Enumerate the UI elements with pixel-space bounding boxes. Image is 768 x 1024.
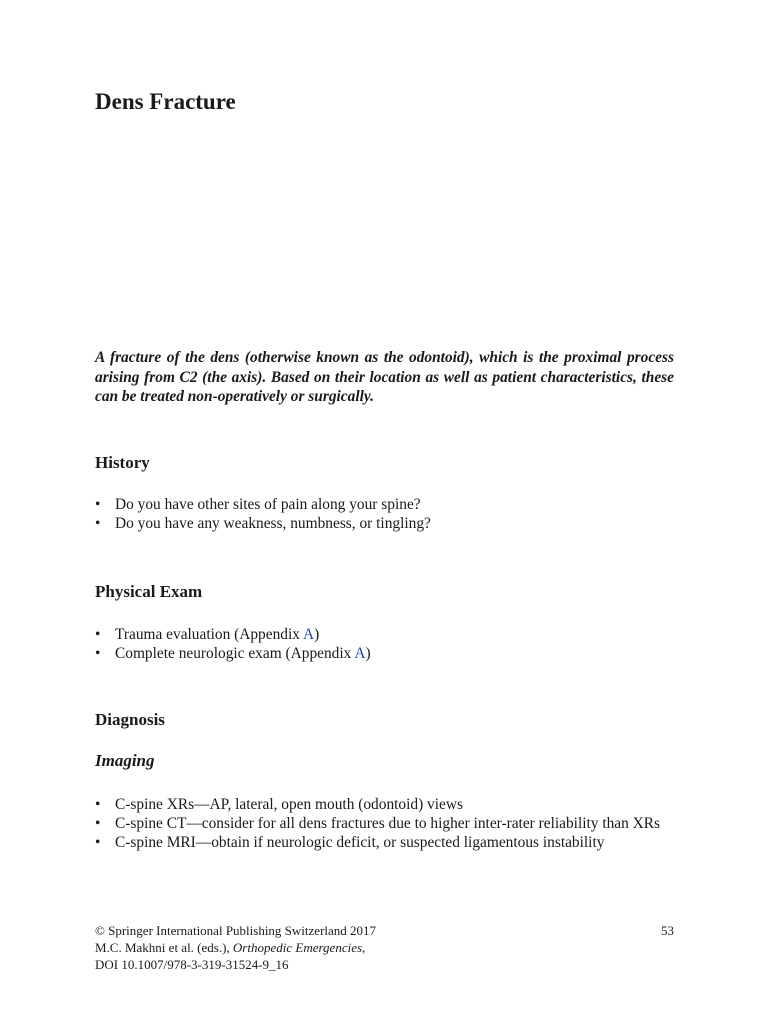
citation-line: M.C. Makhni et al. (eds.), Orthopedic Emergencies, [95,940,366,955]
bullet-icon: • [95,815,101,832]
page-number: 53 [661,923,674,938]
list-item: • C-spine XRs—AP, lateral, open mouth (odontoid) views [95,796,463,813]
chapter-title: Dens Fracture [95,89,236,114]
list-item: • Do you have other sites of pain along your spine? [95,496,421,513]
book-title: Orthopedic Emergencies [232,940,363,955]
list-item: • C-spine CT—consider for all dens fractures due to higher inter-rater reliability than XRs [95,815,661,832]
list-item: • Do you have any weakness, numbness, or tingling? [95,515,431,532]
imaging-subheading: Imaging [95,751,155,770]
bullet-icon: • [95,834,101,851]
doi-line: DOI 10.1007/978-3-319-31524-9_16 [95,957,289,972]
bullet-icon: • [95,626,101,643]
list-item: • Trauma evaluation (Appendix A) [95,626,320,643]
appendix-link[interactable]: A [354,645,366,662]
imaging-list [95,795,674,852]
bullet-icon: • [95,796,101,813]
bullet-icon: • [95,496,101,513]
chapter-abstract: A fracture of the dens (otherwise known as the odontoid), which is the proximal process arising from C2 (the axis). Based on their location as well as patient characteristics, these can be treated non-operatively or surgically. [95,349,674,405]
history-list [95,495,674,533]
page-footer [95,922,674,973]
appendix-link[interactable]: A [302,626,315,643]
diagnosis-heading: Diagnosis [95,710,165,729]
bullet-icon: • [95,515,101,532]
physical-exam-heading: Physical Exam [95,582,203,601]
bullet-icon: • [95,645,101,662]
list-item: • C-spine MRI—obtain if neurologic deficit, or suspected ligamentous instability [95,834,605,851]
history-heading: History [95,453,150,472]
list-item: • Complete neurologic exam (Appendix A) [95,645,371,662]
physical-exam-list [95,625,674,663]
copyright-line: © Springer International Publishing Switzerland 2017 [95,923,377,938]
